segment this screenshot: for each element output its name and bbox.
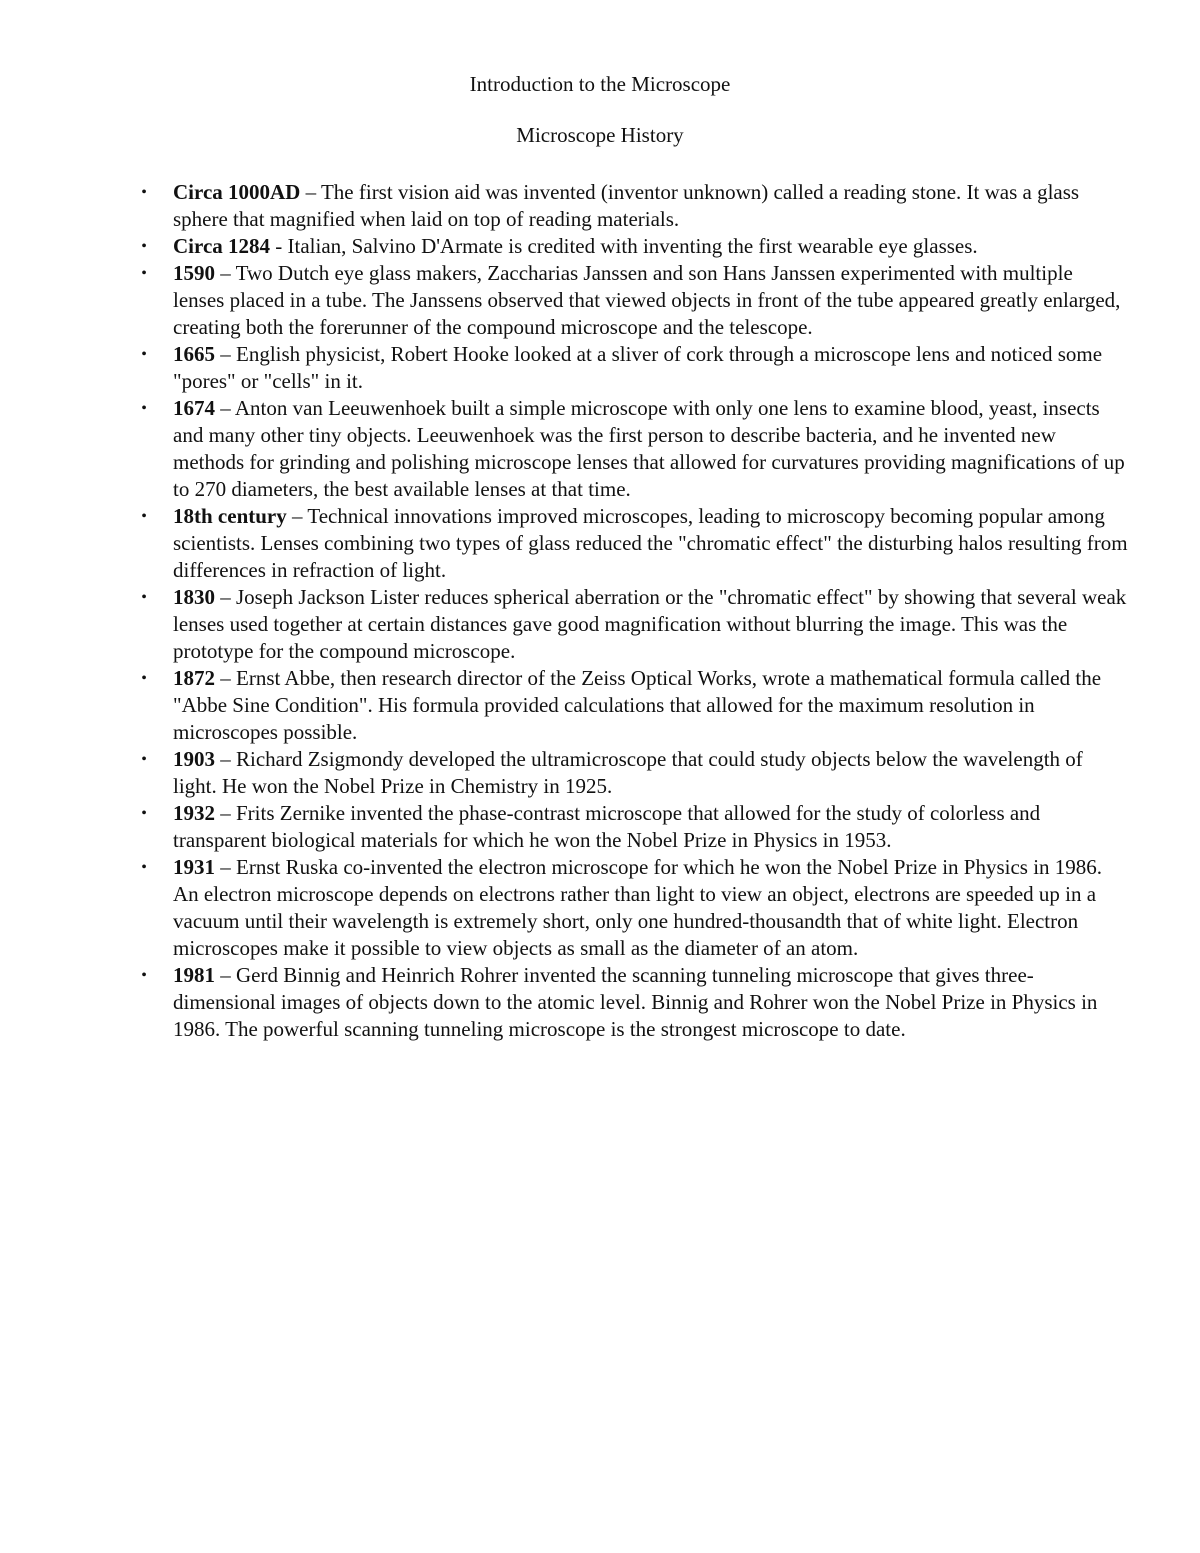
item-date: 1590	[173, 261, 215, 285]
item-text: – Richard Zsigmondy developed the ultramicroscope that could study objects below the wavelength of light. He won the Nobel Prize in Chemistry in 1925.	[173, 747, 1083, 798]
bullet-icon: •	[141, 265, 147, 282]
list-item	[128, 584, 1128, 665]
list-item	[128, 962, 1128, 1043]
item-date: Circa 1000AD	[173, 180, 301, 204]
list-item	[128, 665, 1128, 746]
item-date: 1981	[173, 963, 215, 987]
list-item	[128, 503, 1128, 584]
history-list	[128, 179, 1128, 1043]
item-date: 1674	[173, 396, 215, 420]
item-date: 1830	[173, 585, 215, 609]
item-text: – Two Dutch eye glass makers, Zaccharias Janssen and son Hans Janssen experimented with multiple lenses placed in a tube. The Janssens observed that viewed objects in front of the tube appeared greatly enlarged, creating both the forerunner of the compound microscope and the telescope.	[173, 261, 1121, 339]
document-subtitle: Microscope History	[516, 123, 684, 147]
item-date: 1872	[173, 666, 215, 690]
item-text: – English physicist, Robert Hooke looked at a sliver of cork through a microscope lens and noticed some "pores" or "cells" in it.	[173, 342, 1103, 393]
item-text: - Italian, Salvino D'Armate is credited with inventing the first wearable eye glasses.	[270, 234, 978, 258]
item-date: 1931	[173, 855, 215, 879]
bullet-icon: •	[141, 238, 147, 255]
list-item	[128, 233, 1128, 260]
item-text: – Gerd Binnig and Heinrich Rohrer invented the scanning tunneling microscope that gives three-dimensional images of objects down to the atomic level. Binnig and Rohrer won the Nobel Prize in Physics in 1986. The powerful scanning tunneling microscope is the strongest microscope to date.	[173, 963, 1098, 1041]
bullet-icon: •	[141, 967, 147, 984]
bullet-icon: •	[141, 508, 147, 525]
item-date: Circa 1284	[173, 234, 271, 258]
item-text: – Ernst Abbe, then research director of the Zeiss Optical Works, wrote a mathematical formula called the "Abbe Sine Condition". His formula provided calculations that allowed for the maximum resolution in microscopes possible.	[173, 666, 1102, 744]
bullet-icon: •	[141, 805, 147, 822]
item-date: 1903	[173, 747, 215, 771]
list-item	[128, 341, 1128, 395]
item-text: – Frits Zernike invented the phase-contrast microscope that allowed for the study of colorless and transparent biological materials for which he won the Nobel Prize in Physics in 1953.	[173, 801, 1041, 852]
list-item	[128, 854, 1128, 962]
item-text: – Ernst Ruska co-invented the electron microscope for which he won the Nobel Prize in Physics in 1986. An electron microscope depends on electrons rather than light to view an object, electrons are speeded up in a vacuum until their wavelength is extremely short, only one hundred-thousandth that of white light. Electron microscopes make it possible to view objects as small as the diameter of an atom.	[173, 855, 1103, 960]
bullet-icon: •	[141, 751, 147, 768]
item-date: 1665	[173, 342, 215, 366]
list-item	[128, 746, 1128, 800]
list-item	[128, 800, 1128, 854]
document-title: Introduction to the Microscope	[469, 72, 731, 96]
list-item	[128, 395, 1128, 503]
item-date: 1932	[173, 801, 215, 825]
item-text: – Joseph Jackson Lister reduces spherical aberration or the "chromatic effect" by showing that several weak lenses used together at certain distances gave good magnification without blurring the image. This was the prototype for the compound microscope.	[173, 585, 1127, 663]
bullet-icon: •	[141, 346, 147, 363]
item-text: – Anton van Leeuwenhoek built a simple microscope with only one lens to examine blood, yeast, insects and many other tiny objects. Leeuwenhoek was the first person to describe bacteria, and he invented new methods for grinding and polishing microscope lenses that allowed for curvatures providing magnifications of up to 270 diameters, the best available lenses at that time.	[173, 396, 1125, 501]
bullet-icon: •	[141, 184, 147, 201]
item-date: 18th century	[173, 504, 287, 528]
item-text: – The first vision aid was invented (inventor unknown) called a reading stone. It was a glass sphere that magnified when laid on top of reading materials.	[173, 180, 1080, 231]
bullet-icon: •	[141, 400, 147, 417]
bullet-icon: •	[141, 670, 147, 687]
list-item	[128, 260, 1128, 341]
bullet-icon: •	[141, 589, 147, 606]
bullet-icon: •	[141, 859, 147, 876]
item-text: – Technical innovations improved microscopes, leading to microscopy becoming popular among scientists. Lenses combining two types of glass reduced the "chromatic effect" the disturbing halos resulting from differences in refraction of light.	[173, 504, 1128, 582]
list-item	[128, 179, 1128, 233]
